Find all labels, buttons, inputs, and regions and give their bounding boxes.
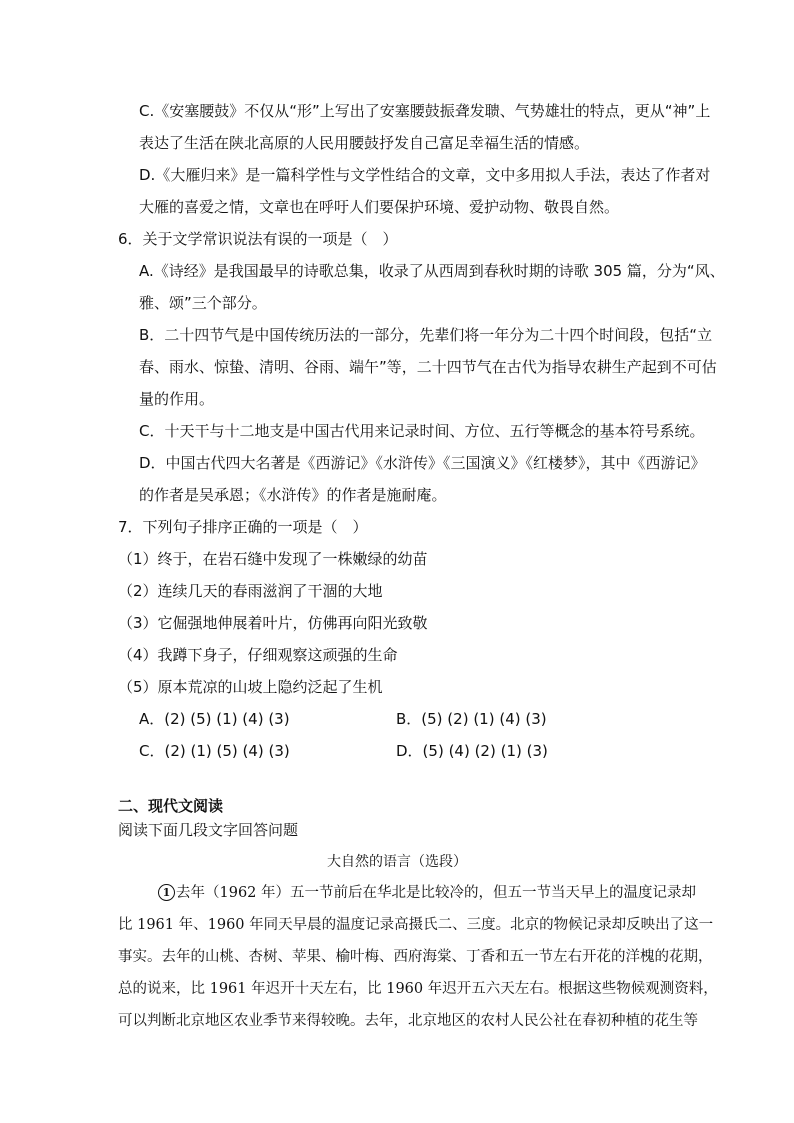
q6-option-b-line1: B．二十四节气是中国传统历法的一部分，先辈们将一年分为二十四个时间段，包括“立 (139, 326, 713, 344)
q7-item: （5）原本荒凉的山坡上隐约泛起了生机 (118, 678, 383, 696)
q7-item: （3）它倔强地伸展着叶片，仿佛再向阳光致敬 (118, 614, 428, 632)
q5-option-c-line2: 表达了生活在陕北高原的人民用腰鼓抒发自己富足幸福生活的情感。 (139, 134, 590, 152)
passage-line (158, 883, 696, 903)
q7-option-a: A．(2) (5) (1) (4) (3) (139, 710, 290, 728)
passage-line: 事实。去年的山桃、杏树、苹果、榆叶梅、西府海棠、丁香和五一节左右开花的洋槐的花期， (118, 949, 713, 965)
passage-line-text: 去年（1962 年）五一节前后在华北是比较冷的，但五一节当天早上的温度记录却 (176, 885, 697, 901)
q6-option-a-line2: 雅、颂”三个部分。 (139, 294, 267, 312)
q7-option-c: C．(2) (1) (5) (4) (3) (139, 742, 290, 760)
q6-option-b-line3: 量的作用。 (139, 390, 215, 408)
section-heading: 二、现代文阅读 (118, 797, 224, 815)
q7-item: （1）终于，在岩石缝中发现了一株嫩绿的幼苗 (118, 550, 428, 568)
q6-option-b-line2: 春、雨水、惊蛰、清明、谷雨、端午”等，二十四节气在古代为指导农耕生产起到不可估 (139, 358, 717, 376)
passage-line: 可以判断北京地区农业季节来得较晚。去年，北京地区的农村人民公社在春初种植的花生等 (118, 1013, 698, 1029)
q7-option-b: B．(5) (2) (1) (4) (3) (396, 710, 547, 728)
q6-stem: 6．关于文学常识说法有误的一项是（ ） (118, 230, 398, 248)
q5-option-c-line1: C.《安塞腰鼓》不仅从“形”上写出了安塞腰鼓振聋发聩、气势雄壮的特点，更从“神”上 (139, 102, 711, 120)
section-instruction: 阅读下面几段文字回答问题 (118, 821, 299, 839)
passage-line: 总的说来，比 1961 年迟开十天左右，比 1960 年迟开五六天左右。根据这些物候观测资料， (118, 981, 718, 997)
passage-title: 大自然的语言（选段） (327, 854, 467, 870)
q5-option-d-line2: 大雁的喜爱之情，文章也在呼吁人们要保护环境、爱护动物、敬畏自然。 (139, 198, 620, 216)
q5-option-d-line1: D.《大雁归来》是一篇科学性与文学性结合的文章，文中多用拟人手法，表达了作者对 (139, 166, 711, 184)
paragraph-number-marker: 1 (158, 884, 175, 901)
q6-option-c: C．十天干与十二地支是中国古代用来记录时间、方位、五行等概念的基本符号系统。 (139, 422, 705, 440)
q6-option-d-line1: D．中国古代四大名著是《西游记》《水浒传》《三国演义》《红楼梦》，其中《西游记》 (139, 454, 706, 472)
q7-option-d: D．(5) (4) (2) (1) (3) (396, 742, 548, 760)
q7-stem: 7．下列句子排序正确的一项是（ ） (118, 518, 368, 536)
q6-option-a-line1: A.《诗经》是我国最早的诗歌总集，收录了从西周到春秋时期的诗歌 305 篇，分为“风、 (139, 262, 725, 280)
passage-line: 比 1961 年、1960 年同天早晨的温度记录高摄氏二、三度。北京的物候记录却反映出了这一 (118, 917, 714, 933)
q7-item: （2）连续几天的春雨滋润了干涸的大地 (118, 582, 383, 600)
q6-option-d-line2: 的作者是吴承恩；《水浒传》的作者是施耐庵。 (139, 486, 447, 504)
q7-item: （4）我蹲下身子，仔细观察这顽强的生命 (118, 646, 398, 664)
